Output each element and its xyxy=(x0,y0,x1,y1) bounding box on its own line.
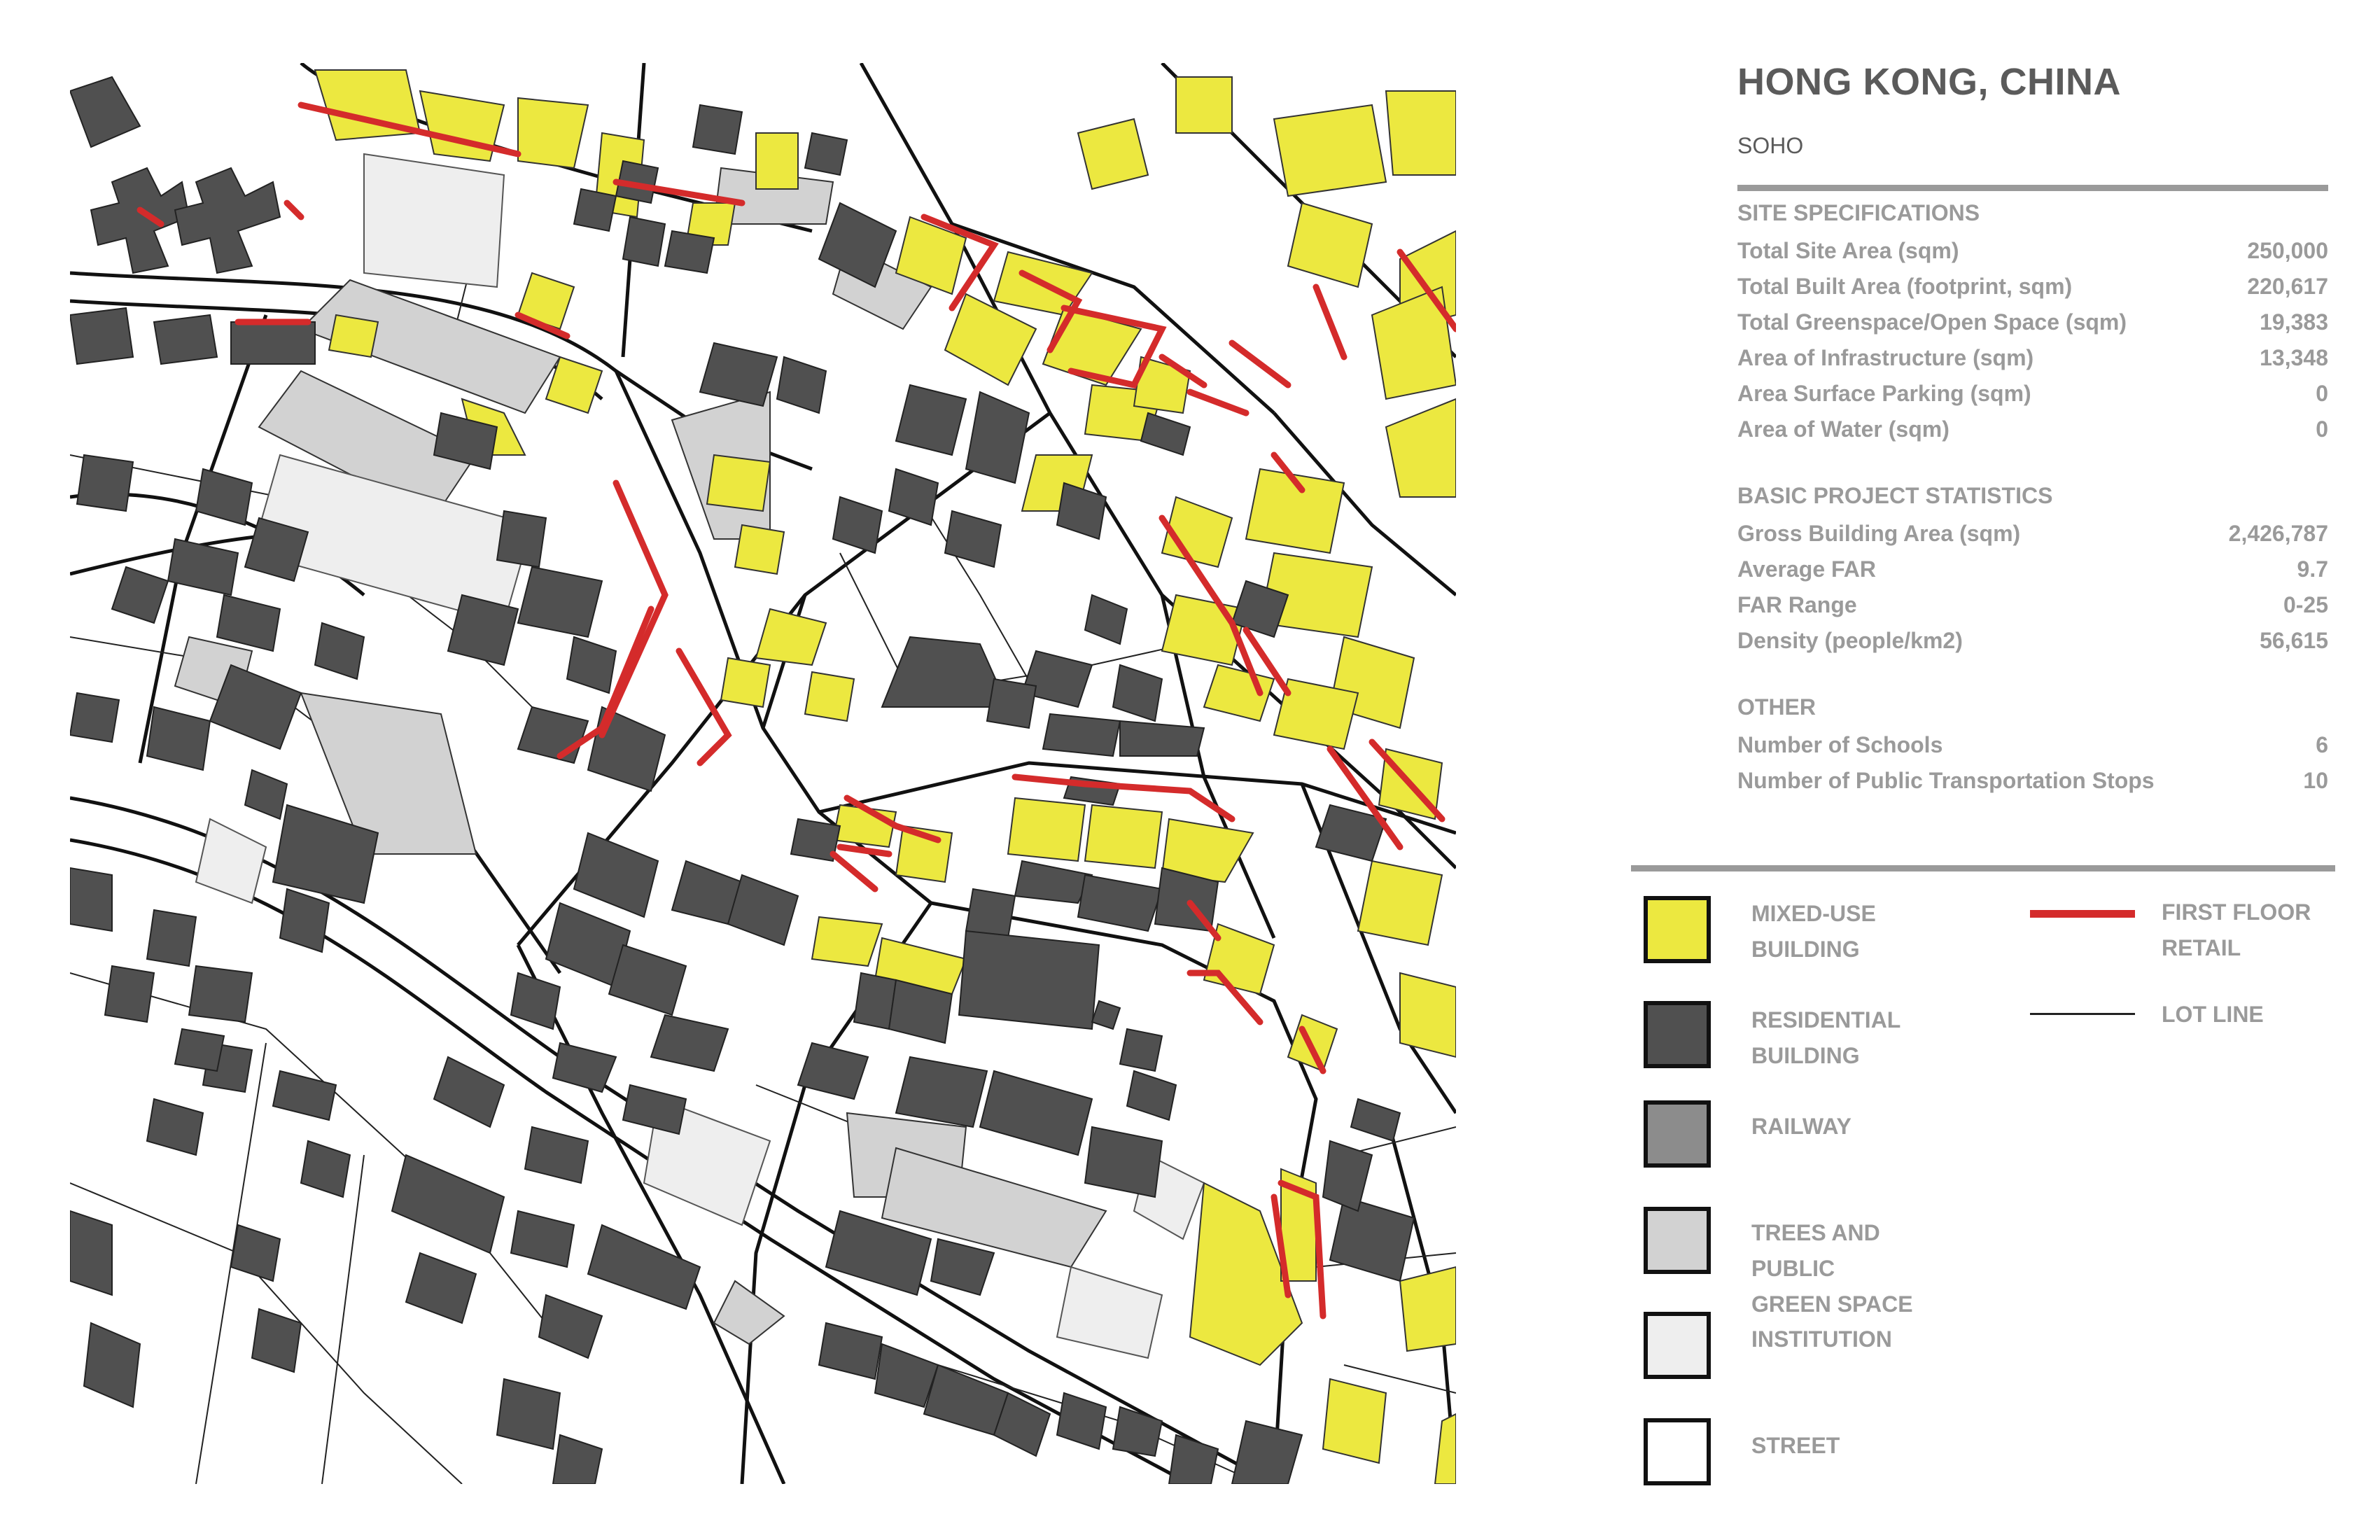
residential-swatch xyxy=(1644,1001,1711,1068)
railway-label: RAILWAY xyxy=(1751,1114,1851,1139)
institution-swatch xyxy=(1644,1312,1711,1379)
stat-row: Average FAR 9.7 xyxy=(1737,556,2328,582)
info-panel xyxy=(1631,0,2345,1540)
trees-swatch xyxy=(1644,1207,1711,1274)
legend-divider xyxy=(1631,865,2335,872)
site-map xyxy=(70,63,1456,1484)
mixed-use-label: MIXED-USE BUILDING xyxy=(1751,901,1876,962)
section-heading: SITE SPECIFICATIONS xyxy=(1737,200,1980,225)
street-label: STREET xyxy=(1751,1433,1840,1458)
stat-row: Density (people/km2) 56,615 xyxy=(1737,628,2328,653)
retail-line-sample xyxy=(2030,910,2135,918)
section-heading: OTHER xyxy=(1737,694,1816,720)
street-swatch xyxy=(1644,1418,1711,1485)
site-specifications-section xyxy=(1737,200,2328,447)
spec-row: Area Surface Parking (sqm) 0 xyxy=(1737,381,2328,406)
project-statistics-section xyxy=(1737,483,2328,659)
page-title: HONG KONG, CHINA xyxy=(1737,61,2121,103)
spec-row: Area of Infrastructure (sqm) 13,348 xyxy=(1737,345,2328,370)
section-heading: BASIC PROJECT STATISTICS xyxy=(1737,483,2053,508)
other-row: Number of Schools 6 xyxy=(1737,732,2328,757)
institution-label: INSTITUTION xyxy=(1751,1326,1892,1352)
stat-row: FAR Range 0-25 xyxy=(1737,592,2328,617)
mixed-use-swatch xyxy=(1644,896,1711,963)
trees-label: TREES AND PUBLIC GREEN SPACE xyxy=(1751,1220,1913,1317)
other-section xyxy=(1737,694,2328,799)
spec-row: Total Site Area (sqm) 250,000 xyxy=(1737,238,2328,263)
header-divider xyxy=(1737,185,2328,191)
residential-label: RESIDENTIAL BUILDING xyxy=(1751,1007,1901,1068)
lot-line-label: LOT LINE xyxy=(2162,1002,2264,1027)
page-subtitle: SOHO xyxy=(1737,133,1804,158)
spec-row: Total Greenspace/Open Space (sqm) 19,383 xyxy=(1737,309,2328,335)
spec-row: Area of Water (sqm) 0 xyxy=(1737,416,2328,442)
stat-row: Gross Building Area (sqm) 2,426,787 xyxy=(1737,521,2328,546)
railway-swatch xyxy=(1644,1100,1711,1168)
lot-line-sample xyxy=(2030,1013,2135,1015)
spec-row: Total Built Area (footprint, sqm) 220,617 xyxy=(1737,274,2328,299)
other-row: Number of Public Transportation Stops 10 xyxy=(1737,768,2328,793)
retail-label: FIRST FLOOR RETAIL xyxy=(2162,899,2311,960)
